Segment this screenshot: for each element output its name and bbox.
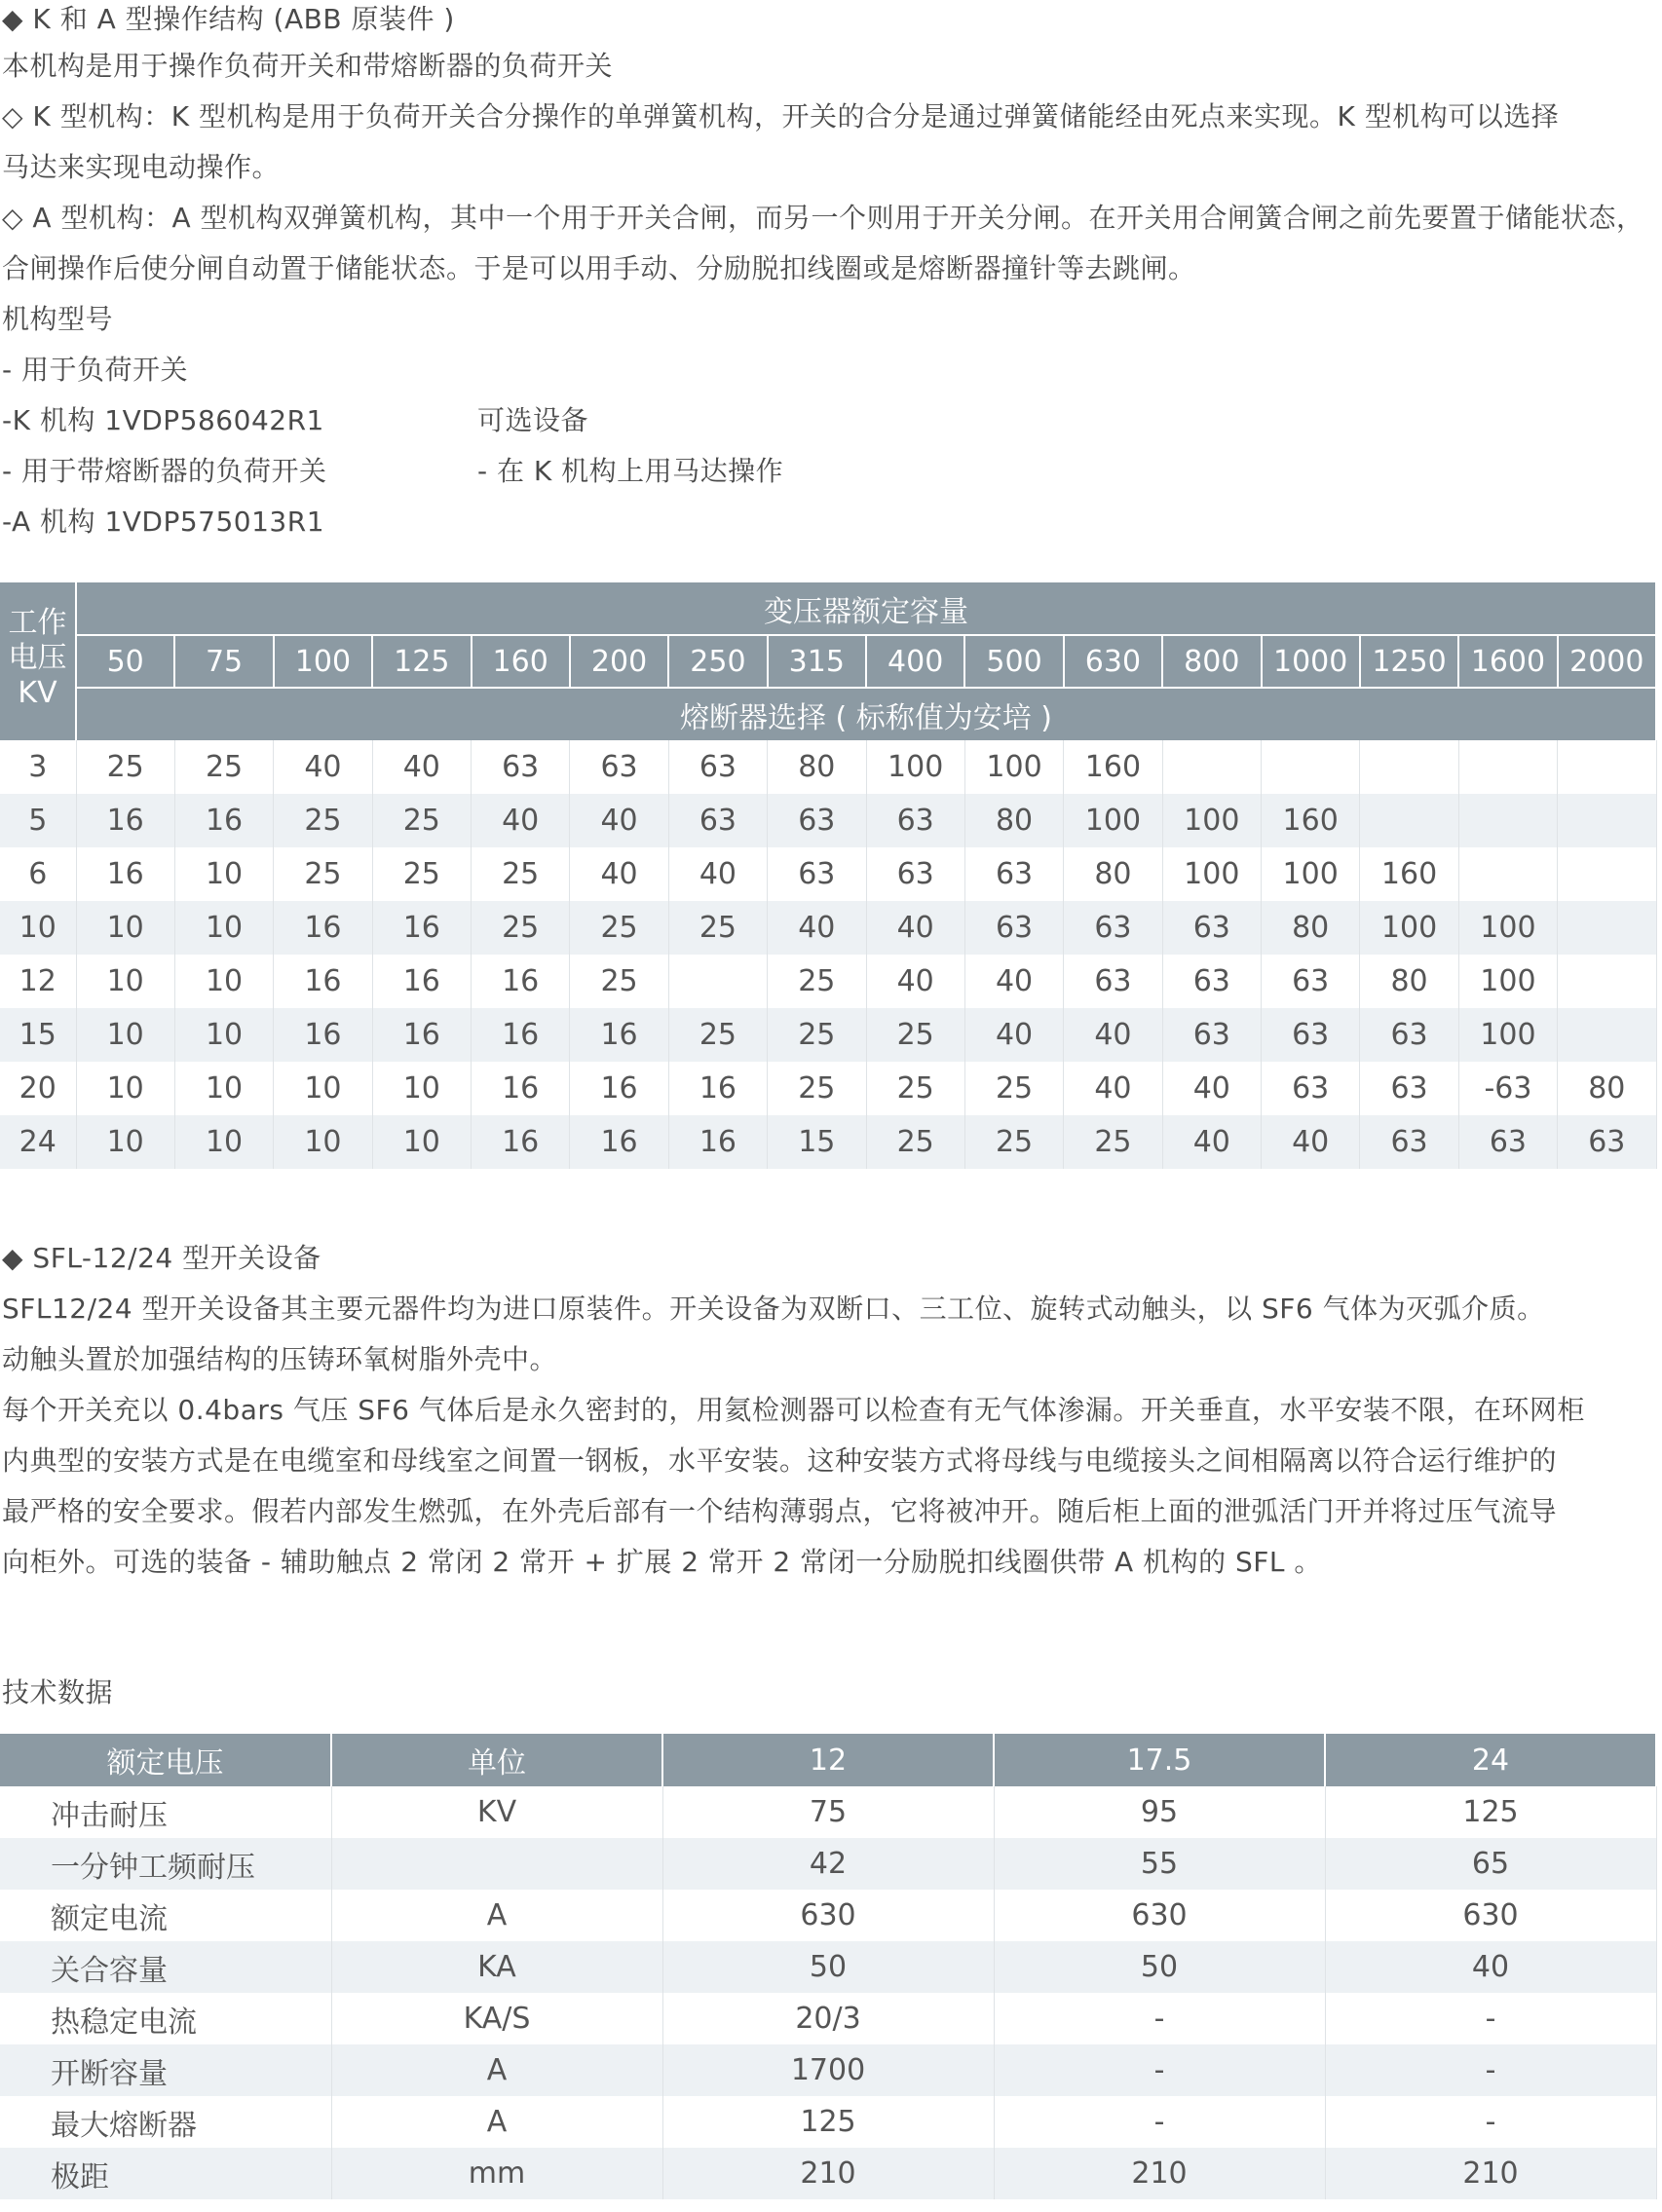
k-mechanism-desc-line-1: ◇ K 型机构：K 型机构是用于负荷开关合分操作的单弹簧机构，开关的合分是通过弹簧储能经由死点来实现。K 型机构可以选择 [2, 100, 1560, 132]
tech-value-cell: 125 [1325, 1786, 1656, 1838]
fuse-value-cell: 16 [76, 847, 174, 901]
fuse-value-cell: -63 [1458, 1062, 1557, 1115]
fuse-value-cell [1458, 794, 1557, 847]
fuse-value-cell: 100 [1458, 1008, 1557, 1062]
voltage-cell: 12 [0, 955, 76, 1008]
fuse-value-cell: 40 [866, 901, 964, 955]
fuse-value-cell: 25 [1064, 1115, 1162, 1169]
fuse-value-cell: 63 [1458, 1115, 1557, 1169]
fuse-value-cell: 16 [174, 794, 273, 847]
table-row [0, 1890, 1656, 1941]
fuse-value-cell [1162, 740, 1261, 794]
fuse-value-cell: 10 [274, 1062, 372, 1115]
voltage-cell: 3 [0, 740, 76, 794]
fuse-value-cell: 10 [174, 1062, 273, 1115]
fuse-value-cell: 63 [1064, 955, 1162, 1008]
fuse-header: 熔断器选择 ( 标称值为安培 ) [76, 688, 1656, 740]
fuse-value-cell: 40 [570, 847, 668, 901]
table-row [0, 2096, 1656, 2148]
fuse-value-cell: 160 [1360, 847, 1458, 901]
table-row [0, 1115, 1656, 1169]
fuse-value-cell: 16 [472, 1008, 570, 1062]
fuse-value-cell: 63 [866, 794, 964, 847]
fuse-value-cell: 10 [76, 1115, 174, 1169]
capacity-header: 变压器额定容量 [76, 582, 1656, 635]
fuse-value-cell: 25 [768, 1062, 866, 1115]
fuse-value-cell: 80 [1558, 1062, 1656, 1115]
fuse-value-cell: 25 [668, 1008, 767, 1062]
tech-value-cell: 55 [994, 1838, 1325, 1890]
fuse-value-cell: 10 [76, 1062, 174, 1115]
fuse-value-cell: 16 [570, 1115, 668, 1169]
fuse-value-cell: 16 [274, 955, 372, 1008]
fuse-selection-table [0, 582, 1657, 1169]
fuse-value-cell: 16 [668, 1115, 767, 1169]
fuse-value-cell: 100 [1162, 794, 1261, 847]
voltage-header-line: 工作 [8, 606, 67, 640]
fuse-value-cell: 63 [1162, 955, 1261, 1008]
fuse-value-cell: 25 [964, 1062, 1063, 1115]
tech-value-cell: A [331, 2044, 662, 2096]
fuse-value-cell: 25 [174, 740, 273, 794]
table-row [0, 901, 1656, 955]
fuse-value-cell: 40 [570, 794, 668, 847]
tech-value-cell: 210 [662, 2148, 994, 2199]
fuse-value-cell: 16 [570, 1062, 668, 1115]
capacity-col-header: 200 [570, 635, 668, 688]
fuse-value-cell [1458, 847, 1557, 901]
voltage-header-line: KV [18, 676, 57, 710]
tech-value-cell: 630 [662, 1890, 994, 1941]
tech-value-cell: 20/3 [662, 1993, 994, 2044]
fuse-value-cell [1558, 794, 1656, 847]
tech-value-cell: - [1325, 2096, 1656, 2148]
fuse-value-cell [1558, 1008, 1656, 1062]
capacity-col-header: 1000 [1262, 635, 1360, 688]
fuse-value-cell: 40 [964, 955, 1063, 1008]
tech-value-cell [331, 1838, 662, 1890]
voltage-header-line: 电压 [8, 641, 67, 675]
fuse-value-cell: 63 [1262, 1008, 1360, 1062]
fuse-value-cell: 63 [964, 901, 1063, 955]
table-row [0, 1993, 1656, 2044]
fuse-value-cell: 40 [668, 847, 767, 901]
fuse-value-cell: 80 [964, 794, 1063, 847]
fuse-value-cell: 16 [372, 1008, 471, 1062]
k-mechanism-desc-line-2: 马达来实现电动操作。 [2, 151, 281, 183]
capacity-col-header: 75 [174, 635, 273, 688]
model-list-item: -A 机构 1VDP575013R1 [2, 506, 325, 538]
fuse-value-cell: 25 [768, 1008, 866, 1062]
fuse-value-cell: 25 [472, 847, 570, 901]
parameter-name-cell: 冲击耐压 [0, 1786, 331, 1838]
fuse-value-cell: 40 [1064, 1008, 1162, 1062]
fuse-value-cell: 63 [472, 740, 570, 794]
tech-value-cell: 125 [662, 2096, 994, 2148]
fuse-value-cell: 63 [1360, 1062, 1458, 1115]
tech-value-cell: KA/S [331, 1993, 662, 2044]
capacity-col-header: 125 [372, 635, 471, 688]
tech-value-cell: KA [331, 1941, 662, 1993]
fuse-value-cell: 100 [1262, 847, 1360, 901]
fuse-value-cell [1458, 740, 1557, 794]
fuse-value-cell: 63 [1262, 1062, 1360, 1115]
voltage-cell: 10 [0, 901, 76, 955]
fuse-value-cell: 25 [274, 847, 372, 901]
intro-text: 本机构是用于操作负荷开关和带熔断器的负荷开关 [2, 50, 614, 82]
fuse-value-cell: 160 [1064, 740, 1162, 794]
fuse-value-cell: 80 [768, 740, 866, 794]
tech-value-cell: 95 [994, 1786, 1325, 1838]
capacity-col-header: 500 [964, 635, 1063, 688]
fuse-value-cell: 40 [472, 794, 570, 847]
fuse-value-cell: 25 [964, 1115, 1063, 1169]
tech-value-cell: 210 [1325, 2148, 1656, 2199]
fuse-value-cell: 100 [964, 740, 1063, 794]
fuse-value-cell: 100 [1360, 901, 1458, 955]
tech-value-cell: 630 [994, 1890, 1325, 1941]
fuse-value-cell: 10 [372, 1115, 471, 1169]
fuse-value-cell: 10 [274, 1115, 372, 1169]
fuse-value-cell: 100 [1162, 847, 1261, 901]
fuse-value-cell: 100 [1458, 901, 1557, 955]
fuse-value-cell: 63 [668, 740, 767, 794]
model-list-item: - 用于带熔断器的负荷开关 [2, 455, 327, 487]
fuse-value-cell: 40 [1064, 1062, 1162, 1115]
section-heading-ka-mechanism: ◆ K 和 A 型操作结构 (ABB 原装件 ) [2, 3, 455, 35]
tech-value-cell: - [1325, 1993, 1656, 2044]
fuse-value-cell: 16 [472, 955, 570, 1008]
fuse-value-cell: 25 [570, 901, 668, 955]
section-heading-sfl: ◆ SFL-12/24 型开关设备 [2, 1242, 321, 1274]
fuse-value-cell: 16 [76, 794, 174, 847]
fuse-value-cell: 10 [174, 1008, 273, 1062]
fuse-value-cell: 63 [570, 740, 668, 794]
fuse-value-cell: 63 [1360, 1008, 1458, 1062]
tech-col-header: 额定电压 [0, 1734, 331, 1786]
fuse-value-cell [668, 955, 767, 1008]
fuse-value-cell: 25 [866, 1008, 964, 1062]
table-row [0, 1838, 1656, 1890]
fuse-value-cell: 63 [1262, 955, 1360, 1008]
fuse-value-cell: 40 [1162, 1115, 1261, 1169]
capacity-col-header: 250 [668, 635, 767, 688]
table-row [0, 794, 1656, 847]
voltage-cell: 15 [0, 1008, 76, 1062]
capacity-col-header: 1600 [1458, 635, 1557, 688]
tech-value-cell: 1700 [662, 2044, 994, 2096]
fuse-value-cell: 25 [768, 955, 866, 1008]
capacity-col-header: 315 [768, 635, 866, 688]
sfl-paragraph-1-line-1: SFL12/24 型开关设备其主要元器件均为进口原装件。开关设备为双断口、三工位、旋转式动触头，以 SF6 气体为灭弧介质。 [2, 1293, 1545, 1325]
fuse-value-cell: 16 [372, 955, 471, 1008]
table-row [0, 1008, 1656, 1062]
tech-value-cell: 210 [994, 2148, 1325, 2199]
fuse-value-cell: 63 [1558, 1115, 1656, 1169]
tech-value-cell: 65 [1325, 1838, 1656, 1890]
tech-value-cell: - [994, 1993, 1325, 2044]
parameter-name-cell: 额定电流 [0, 1890, 331, 1941]
fuse-value-cell: 16 [570, 1008, 668, 1062]
fuse-value-cell: 63 [1162, 901, 1261, 955]
fuse-value-cell: 16 [472, 1115, 570, 1169]
voltage-cell: 5 [0, 794, 76, 847]
model-title: 机构型号 [2, 303, 114, 335]
fuse-value-cell: 25 [372, 794, 471, 847]
fuse-value-cell: 63 [1064, 901, 1162, 955]
tech-col-header: 12 [662, 1734, 994, 1786]
fuse-value-cell: 80 [1360, 955, 1458, 1008]
fuse-value-cell: 16 [274, 1008, 372, 1062]
fuse-value-cell: 160 [1262, 794, 1360, 847]
tech-col-header: 17.5 [994, 1734, 1325, 1786]
capacity-col-header: 50 [76, 635, 174, 688]
fuse-value-cell: 100 [1458, 955, 1557, 1008]
a-mechanism-desc-line-1: ◇ A 型机构：A 型机构双弹簧机构，其中一个用于开关合闸，而另一个则用于开关分闸。在开关用合闸簧合闸之前先要置于储能状态， [2, 202, 1644, 234]
fuse-value-cell: 10 [76, 901, 174, 955]
capacity-col-header: 100 [274, 635, 372, 688]
fuse-value-cell: 40 [1262, 1115, 1360, 1169]
fuse-value-cell: 80 [1262, 901, 1360, 955]
tech-col-header: 单位 [331, 1734, 662, 1786]
capacity-col-header: 630 [1064, 635, 1162, 688]
tech-value-cell: mm [331, 2148, 662, 2199]
fuse-value-cell: 10 [174, 1115, 273, 1169]
tech-data-table [0, 1734, 1657, 2199]
fuse-value-cell: 25 [76, 740, 174, 794]
fuse-value-cell: 63 [668, 794, 767, 847]
tech-value-cell: 50 [994, 1941, 1325, 1993]
model-list-item: -K 机构 1VDP586042R1 [2, 404, 324, 436]
fuse-value-cell: 25 [866, 1115, 964, 1169]
parameter-name-cell: 热稳定电流 [0, 1993, 331, 2044]
fuse-value-cell: 10 [174, 955, 273, 1008]
voltage-cell: 20 [0, 1062, 76, 1115]
table-row [0, 1941, 1656, 1993]
fuse-value-cell: 25 [866, 1062, 964, 1115]
fuse-value-cell [1558, 901, 1656, 955]
table-row [0, 955, 1656, 1008]
fuse-value-cell: 10 [76, 1008, 174, 1062]
fuse-value-cell [1262, 740, 1360, 794]
fuse-value-cell: 40 [866, 955, 964, 1008]
fuse-value-cell: 25 [668, 901, 767, 955]
optional-equipment-title: 可选设备 [477, 404, 589, 436]
parameter-name-cell: 最大熔断器 [0, 2096, 331, 2148]
tech-value-cell: 50 [662, 1941, 994, 1993]
fuse-value-cell: 63 [964, 847, 1063, 901]
fuse-value-cell [1360, 794, 1458, 847]
fuse-value-cell [1558, 955, 1656, 1008]
table-row [0, 1786, 1656, 1838]
fuse-value-cell: 25 [570, 955, 668, 1008]
capacity-col-header: 400 [866, 635, 964, 688]
fuse-value-cell: 16 [668, 1062, 767, 1115]
tech-value-cell: 40 [1325, 1941, 1656, 1993]
tech-value-cell: - [1325, 2044, 1656, 2096]
voltage-header [0, 582, 76, 740]
optional-equipment-item: - 在 K 机构上用马达操作 [477, 455, 784, 487]
fuse-value-cell: 63 [768, 794, 866, 847]
fuse-value-cell [1558, 847, 1656, 901]
fuse-value-cell: 40 [964, 1008, 1063, 1062]
parameter-name-cell: 关合容量 [0, 1941, 331, 1993]
voltage-cell: 24 [0, 1115, 76, 1169]
tech-value-cell: - [994, 2096, 1325, 2148]
fuse-value-cell [1558, 740, 1656, 794]
fuse-value-cell: 40 [1162, 1062, 1261, 1115]
model-list-item: - 用于负荷开关 [2, 354, 189, 386]
capacity-col-header: 800 [1162, 635, 1261, 688]
fuse-value-cell: 63 [866, 847, 964, 901]
capacity-col-header: 160 [472, 635, 570, 688]
parameter-name-cell: 一分钟工频耐压 [0, 1838, 331, 1890]
sfl-paragraph-2-line-1: 每个开关充以 0.4bars 气压 SF6 气体后是永久密封的，用氦检测器可以检查有无气体渗漏。开关垂直，水平安装不限，在环网柜 [2, 1394, 1585, 1426]
fuse-value-cell: 80 [1064, 847, 1162, 901]
fuse-value-cell: 16 [372, 901, 471, 955]
fuse-value-cell: 40 [372, 740, 471, 794]
tech-value-cell: 630 [1325, 1890, 1656, 1941]
a-mechanism-desc-line-2: 合闸操作后使分闸自动置于储能状态。于是可以用手动、分励脱扣线圈或是熔断器撞针等去跳闸。 [2, 252, 1196, 284]
tech-data-title: 技术数据 [2, 1676, 114, 1708]
fuse-value-cell: 25 [274, 794, 372, 847]
fuse-value-cell: 15 [768, 1115, 866, 1169]
tech-col-header: 24 [1325, 1734, 1656, 1786]
fuse-value-cell: 40 [768, 901, 866, 955]
sfl-paragraph-1-line-2: 动触头置於加强结构的压铸环氧树脂外壳中。 [2, 1343, 558, 1375]
fuse-value-cell: 25 [472, 901, 570, 955]
fuse-value-cell [1360, 740, 1458, 794]
table-row [0, 847, 1656, 901]
tech-value-cell: KV [331, 1786, 662, 1838]
fuse-value-cell: 63 [1162, 1008, 1261, 1062]
fuse-value-cell: 10 [76, 955, 174, 1008]
sfl-paragraph-2-line-3: 最严格的安全要求。假若内部发生燃弧，在外壳后部有一个结构薄弱点，它将被冲开。随后柜上面的泄弧活门开并将过压气流导 [2, 1495, 1558, 1527]
parameter-name-cell: 极距 [0, 2148, 331, 2199]
tech-value-cell: A [331, 1890, 662, 1941]
fuse-value-cell: 63 [1360, 1115, 1458, 1169]
fuse-value-cell: 25 [372, 847, 471, 901]
fuse-value-cell: 10 [372, 1062, 471, 1115]
fuse-value-cell: 10 [174, 847, 273, 901]
sfl-paragraph-2-line-2: 内典型的安装方式是在电缆室和母线室之间置一钢板，水平安装。这种安装方式将母线与电缆接头之间相隔离以符合运行维护的 [2, 1444, 1558, 1477]
parameter-name-cell: 开断容量 [0, 2044, 331, 2096]
tech-value-cell: 75 [662, 1786, 994, 1838]
table-row [0, 2148, 1656, 2199]
fuse-value-cell: 16 [274, 901, 372, 955]
table-row [0, 1062, 1656, 1115]
fuse-value-cell: 63 [768, 847, 866, 901]
fuse-value-cell: 10 [174, 901, 273, 955]
sfl-paragraph-2-line-4: 向柜外。可选的装备 - 辅助触点 2 常闭 2 常开 + 扩展 2 常开 2 常闭一分励脱扣线圈供带 A 机构的 SFL 。 [2, 1546, 1322, 1578]
fuse-value-cell: 100 [1064, 794, 1162, 847]
fuse-value-cell: 40 [274, 740, 372, 794]
tech-value-cell: 42 [662, 1838, 994, 1890]
fuse-value-cell: 16 [472, 1062, 570, 1115]
voltage-cell: 6 [0, 847, 76, 901]
capacity-col-header: 1250 [1360, 635, 1458, 688]
table-row [0, 2044, 1656, 2096]
table-row [0, 740, 1656, 794]
capacity-col-header: 2000 [1558, 635, 1656, 688]
fuse-value-cell: 100 [866, 740, 964, 794]
tech-value-cell: - [994, 2044, 1325, 2096]
tech-value-cell: A [331, 2096, 662, 2148]
